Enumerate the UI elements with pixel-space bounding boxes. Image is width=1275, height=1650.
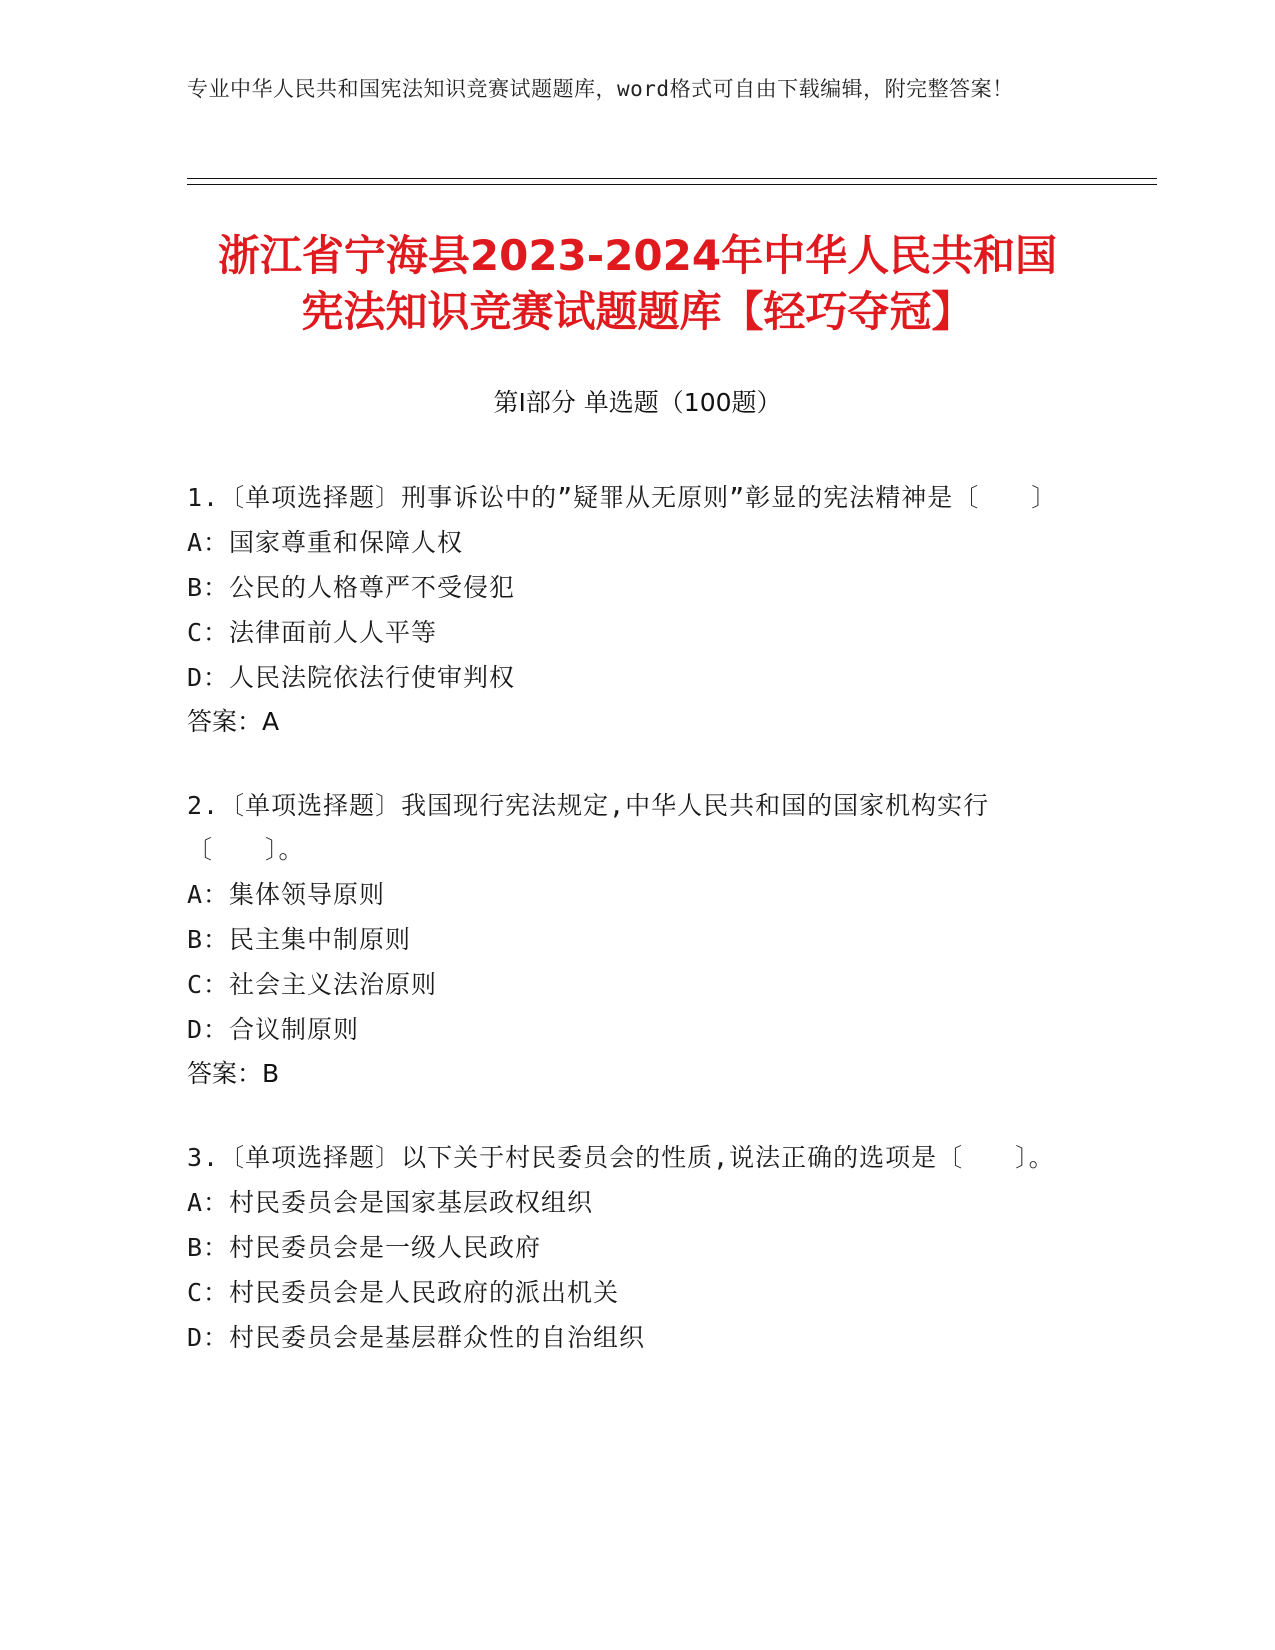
option-b: B：民主集中制原则 <box>187 925 412 954</box>
document-title <box>160 228 1115 340</box>
option-b: B：公民的人格尊严不受侵犯 <box>187 573 516 602</box>
header-note: 专业中华人民共和国宪法知识竞赛试题题库，word格式可自由下载编辑，附完整答案！ <box>187 77 1014 101</box>
answer-line: 答案：A <box>187 707 280 736</box>
option-c: C：社会主义法治原则 <box>187 970 438 999</box>
option-d: D：村民委员会是基层群众性的自治组织 <box>187 1323 646 1352</box>
question-2 <box>187 784 1087 1096</box>
part-heading: 第I部分 单选题（100题） <box>493 388 782 417</box>
question-stem: 1.〔单项选择题〕刑事诉讼中的”疑罪从无原则”彰显的宪法精神是〔 〕 <box>187 483 1058 512</box>
document-title-line-2: 宪法知识竞赛试题题库【轻巧夺冠】 <box>301 287 974 336</box>
option-d: D：人民法院依法行使审判权 <box>187 663 516 692</box>
answer-line: 答案：B <box>187 1059 280 1088</box>
option-a: A：集体领导原则 <box>187 880 386 909</box>
question-stem: 3.〔单项选择题〕以下关于村民委员会的性质,说法正确的选项是〔 〕。 <box>187 1143 1055 1172</box>
header-divider-bottom <box>187 184 1157 185</box>
option-a: A：村民委员会是国家基层政权组织 <box>187 1188 594 1217</box>
question-3 <box>187 1136 1087 1360</box>
header-divider-top <box>187 178 1157 179</box>
question-stem: 2.〔单项选择题〕我国现行宪法规定,中华人民共和国的国家机构实行〔 〕。 <box>187 791 990 864</box>
option-c: C：法律面前人人平等 <box>187 618 438 647</box>
option-c: C：村民委员会是人民政府的派出机关 <box>187 1278 620 1307</box>
option-a: A：国家尊重和保障人权 <box>187 528 464 557</box>
option-b: B：村民委员会是一级人民政府 <box>187 1233 542 1262</box>
question-1 <box>187 476 1087 744</box>
question-list <box>187 476 1087 1400</box>
document-title-line-1: 浙江省宁海县2023-2024年中华人民共和国 <box>217 231 1058 280</box>
option-d: D：合议制原则 <box>187 1015 360 1044</box>
